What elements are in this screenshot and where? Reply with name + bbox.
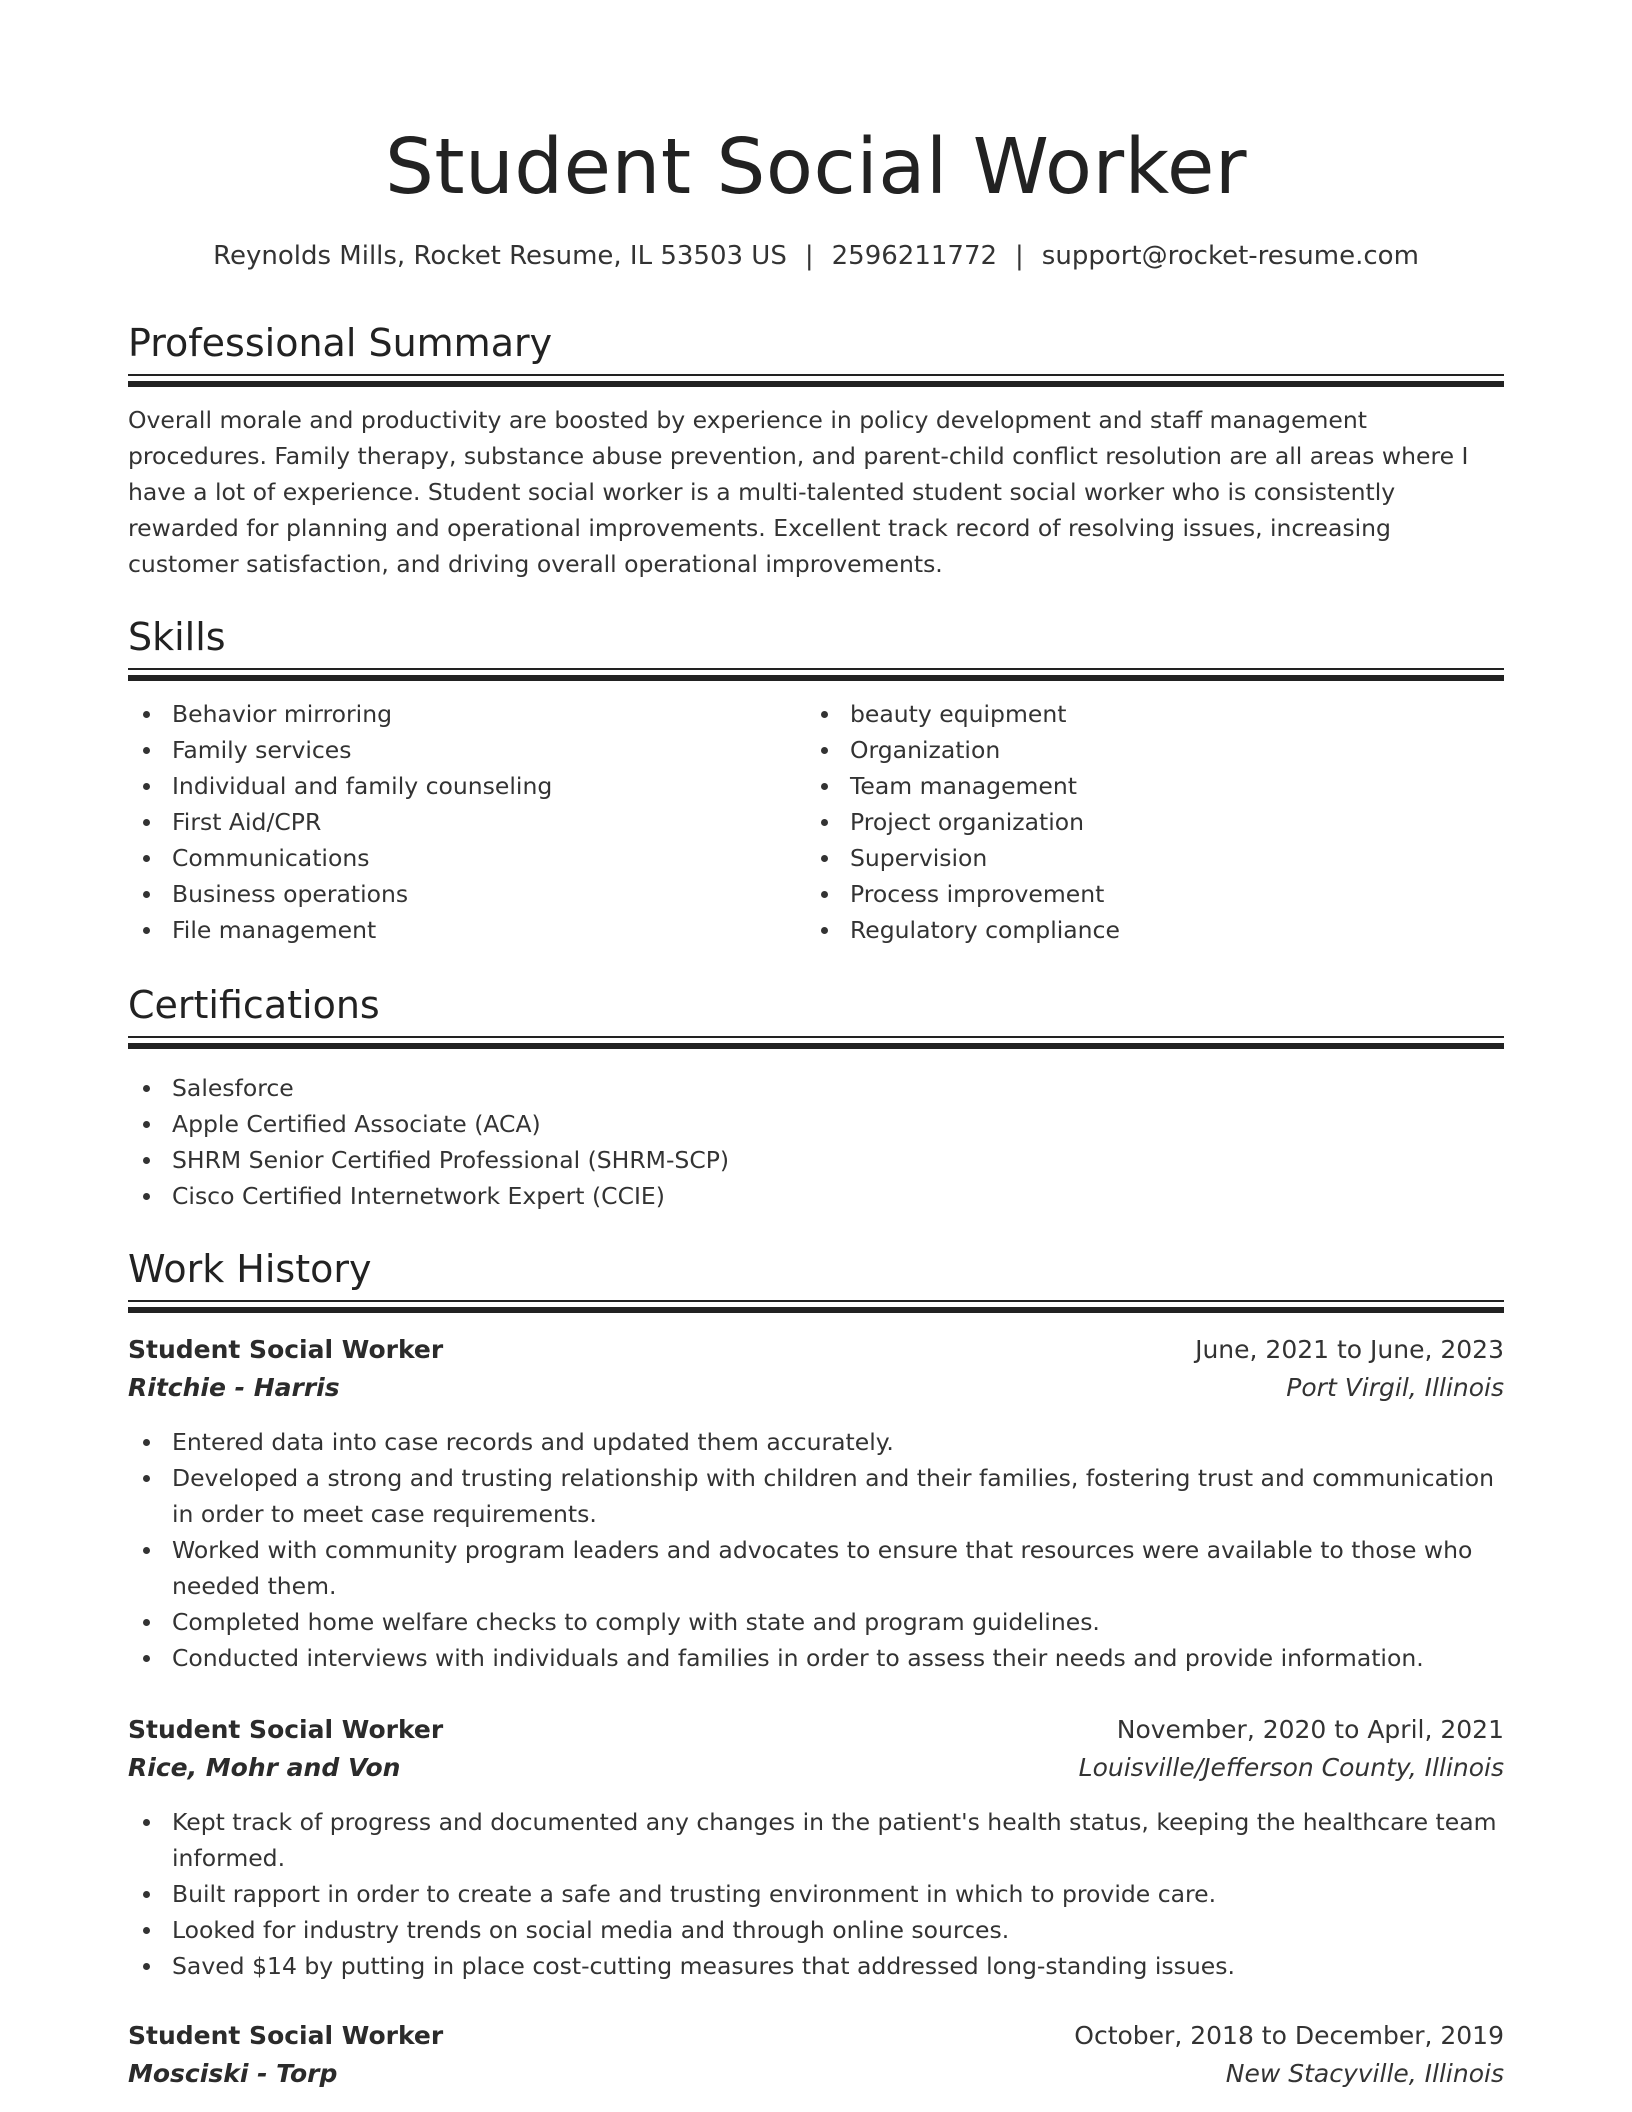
job-company: Ritchie - Harris bbox=[128, 1373, 340, 1402]
job-location: Louisville/Jefferson County, Illinois bbox=[1078, 1753, 1504, 1782]
job-duties-list bbox=[128, 1424, 1504, 1676]
list-item: Team management bbox=[806, 768, 1504, 804]
list-item: Saved $14 by putting in place cost-cutting measures that addressed long-standing issues. bbox=[128, 1948, 1504, 1984]
list-item: Behavior mirroring bbox=[128, 696, 788, 732]
contact-address: Reynolds Mills, Rocket Resume, IL 53503 US bbox=[213, 241, 787, 271]
list-item: Project organization bbox=[806, 804, 1504, 840]
section-heading-summary: Professional Summary bbox=[128, 321, 553, 365]
contact-separator: | bbox=[1015, 241, 1024, 271]
job-dates: October, 2018 to December, 2019 bbox=[1074, 2021, 1504, 2050]
contact-email[interactable]: support@rocket-resume.com bbox=[1041, 241, 1419, 271]
contact-separator: | bbox=[804, 241, 814, 271]
job-duties-list bbox=[128, 1804, 1504, 1984]
contact-phone: 2596211772 bbox=[831, 241, 998, 271]
list-item: Conducted interviews with individuals and families in order to assess their needs and provide information. bbox=[128, 1640, 1504, 1676]
section-heading-skills: Skills bbox=[128, 615, 226, 659]
job-location: New Stacyville, Illinois bbox=[1225, 2059, 1504, 2088]
list-item: Organization bbox=[806, 732, 1504, 768]
list-item: Built rapport in order to create a safe and trusting environment in which to provide care. bbox=[128, 1876, 1504, 1912]
list-item: beauty equipment bbox=[806, 696, 1504, 732]
job-title: Student Social Worker bbox=[128, 1335, 444, 1364]
certifications-list bbox=[128, 1070, 1504, 1214]
contact-line bbox=[128, 238, 1504, 274]
job-company: Mosciski - Torp bbox=[128, 2059, 338, 2088]
list-item: Supervision bbox=[806, 840, 1504, 876]
job-location: Port Virgil, Illinois bbox=[1286, 1373, 1504, 1402]
list-item: First Aid/CPR bbox=[128, 804, 788, 840]
list-item: Entered data into case records and updated them accurately. bbox=[128, 1424, 1504, 1460]
list-item: Completed home welfare checks to comply with state and program guidelines. bbox=[128, 1604, 1504, 1640]
list-item: Individual and family counseling bbox=[128, 768, 788, 804]
resume-title: Student Social Worker bbox=[384, 123, 1248, 212]
list-item: Family services bbox=[128, 732, 788, 768]
list-item: Looked for industry trends on social media and through online sources. bbox=[128, 1912, 1504, 1948]
skills-list-right bbox=[806, 696, 1504, 948]
section-divider bbox=[128, 668, 1504, 682]
section-divider bbox=[128, 374, 1504, 388]
list-item: Apple Certified Associate (ACA) bbox=[128, 1106, 1504, 1142]
section-divider bbox=[128, 1036, 1504, 1050]
list-item: Business operations bbox=[128, 876, 788, 912]
list-item: SHRM Senior Certified Professional (SHRM-SCP) bbox=[128, 1142, 1504, 1178]
job-title: Student Social Worker bbox=[128, 2021, 444, 2050]
list-item: Developed a strong and trusting relationship with children and their families, fostering trust and communication in order to meet case requirements. bbox=[128, 1460, 1504, 1532]
job-dates: November, 2020 to April, 2021 bbox=[1116, 1715, 1504, 1744]
section-heading-work-history: Work History bbox=[128, 1247, 372, 1291]
list-item: File management bbox=[128, 912, 788, 948]
list-item: Worked with community program leaders and advocates to ensure that resources were available to those who needed them. bbox=[128, 1532, 1504, 1604]
section-divider bbox=[128, 1300, 1504, 1314]
skills-list-left bbox=[128, 696, 788, 948]
section-heading-certifications: Certifications bbox=[128, 983, 380, 1027]
list-item: Salesforce bbox=[128, 1070, 1504, 1106]
list-item: Kept track of progress and documented any changes in the patient's health status, keeping the healthcare team informed. bbox=[128, 1804, 1504, 1876]
list-item: Cisco Certified Internetwork Expert (CCIE) bbox=[128, 1178, 1504, 1214]
list-item: Communications bbox=[128, 840, 788, 876]
job-company: Rice, Mohr and Von bbox=[128, 1753, 401, 1782]
summary-text: Overall morale and productivity are boosted by experience in policy development and staff management procedures. Family therapy, substance abuse prevention, and parent-child conflict resolution are all areas where I have a lot of experience. Student social worker is a multi-talented student social worker who is consistently rewarded for planning and operational improvements. Excellent track record of resolving issues, increasing customer satisfaction, and driving overall operational improvements. bbox=[128, 406, 1469, 578]
job-title: Student Social Worker bbox=[128, 1715, 444, 1744]
list-item: Regulatory compliance bbox=[806, 912, 1504, 948]
job-dates: June, 2021 to June, 2023 bbox=[1195, 1335, 1504, 1364]
list-item: Process improvement bbox=[806, 876, 1504, 912]
